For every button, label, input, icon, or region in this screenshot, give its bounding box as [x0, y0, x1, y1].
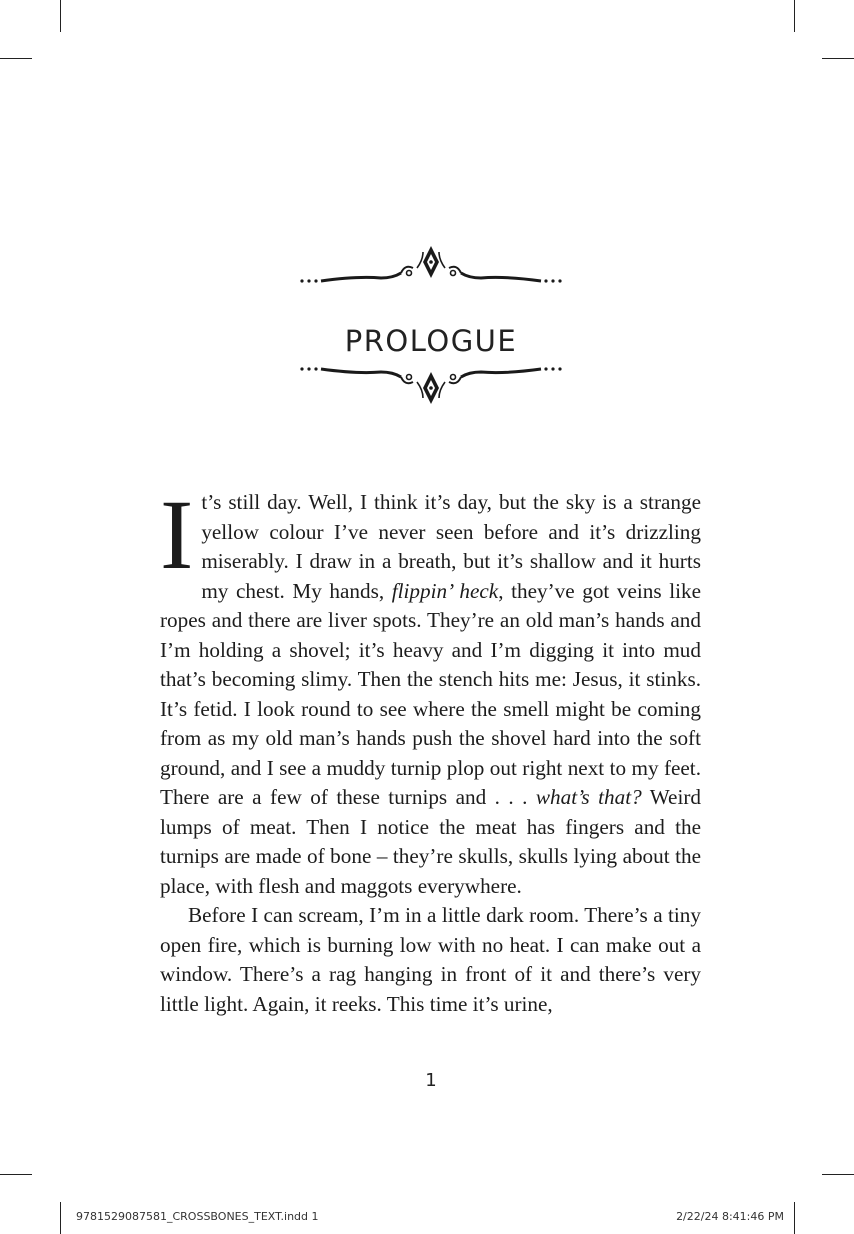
paragraph-1-text-a: t’s still day. Well, I think it’s day, but the sky is a strange yellow colour I’ve never seen before and it’s drizzling miserably. I draw in a breath, but it’s shallow and it hurts my chest. My hands, — [201, 490, 701, 603]
crop-mark-bottom-right — [794, 1202, 795, 1234]
slug-filename: 9781529087581_CROSSBONES_TEXT.indd 1 — [76, 1210, 319, 1223]
crop-mark-right-bottom — [822, 1174, 854, 1175]
body-text — [160, 479, 701, 1019]
crop-mark-top-left — [60, 0, 61, 32]
ornament-bottom — [297, 346, 565, 410]
crop-mark-right-top — [822, 58, 854, 59]
ornament-top — [297, 240, 565, 304]
chapter-title: PROLOGUE — [344, 324, 518, 359]
paragraph-1-italic-1: flippin’ heck — [391, 578, 499, 603]
slug-timestamp: 2/22/24 8:41:46 PM — [676, 1210, 784, 1223]
crop-mark-top-right — [794, 0, 795, 32]
paragraph-1-text-c: Weird lumps of meat. Then I notice the meat has fingers and the turnips are made of bone – they’re skulls, skulls lying about the place, with flesh and maggots everywhere. — [160, 785, 701, 898]
paragraph-1-text-b: , they’ve got veins like ropes and there are liver spots. They’re an old man’s hands and I’m holding a shovel; it’s heavy and I’m digging it into mud that’s becoming slimy. Then the stench hits me: Jesus, it stinks. It’s fetid. I look round to see where the smell might be coming from as my old man’s hands push the shovel hard into the soft ground, and I see a muddy turnip plop out right next to my feet. There are a few of these turnips and . . . — [160, 578, 701, 809]
paragraph-2: Before I can scream, I’m in a little dark room. There’s a tiny open fire, which is burning low with no heat. I can make out a window. There’s a rag hanging in front of it and there’s very little light. Again, it reeks. This time it’s urine, — [160, 903, 701, 1016]
crop-mark-bottom-left — [60, 1202, 61, 1234]
crop-mark-left-bottom — [0, 1174, 32, 1175]
page-number: 1 — [425, 1070, 437, 1091]
paragraph-1 — [160, 479, 701, 901]
crop-mark-left-top — [0, 58, 32, 59]
drop-cap: I — [160, 479, 194, 590]
paragraph-1-italic-2: what’s that? — [535, 785, 642, 809]
